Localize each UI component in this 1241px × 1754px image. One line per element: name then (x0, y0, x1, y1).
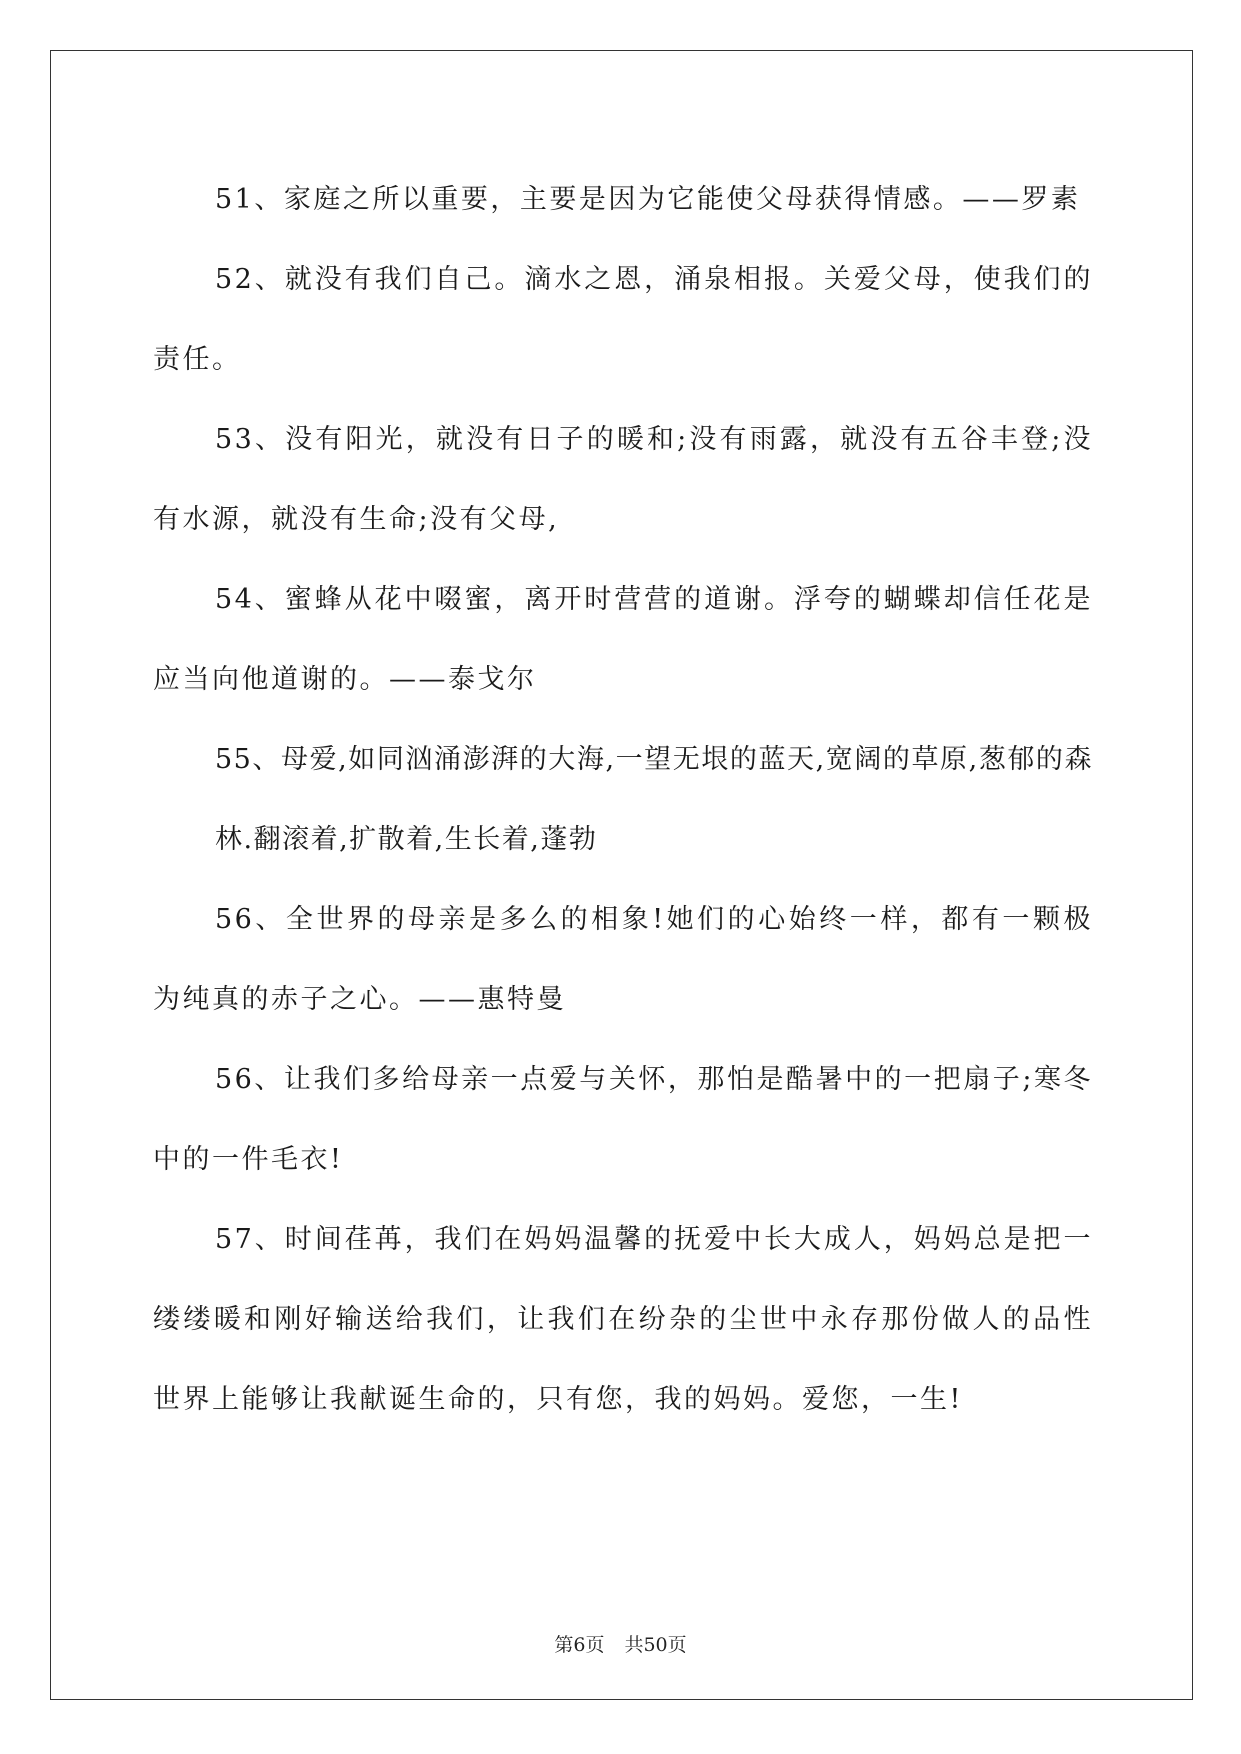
page-number: 第6页 (554, 1634, 605, 1656)
paragraph-56-b: 56、让我们多给母亲一点爱与关怀，那怕是酷暑中的一把扇子;寒冬中的一件毛衣! (153, 1064, 1093, 1175)
paragraph-51: 51、家庭之所以重要，主要是因为它能使父母获得情感。——罗素 (215, 184, 1081, 215)
page-footer (0, 1630, 1241, 1657)
paragraph-56-a: 56、全世界的母亲是多么的相象!她们的心始终一样，都有一颗极为纯真的赤子之心。——惠特曼 (153, 904, 1093, 1015)
paragraph-55: 55、母爱,如同汹涌澎湃的大海,一望无垠的蓝天,宽阔的草原,葱郁的森林.翻滚着,扩散着,生长着,蓬勃 (215, 744, 1093, 855)
paragraph-52: 52、就没有我们自己。滴水之恩，涌泉相报。关爱父母，使我们的责任。 (153, 264, 1093, 375)
paragraph-57: 57、时间荏苒，我们在妈妈温馨的抚爱中长大成人，妈妈总是把一缕缕暖和刚好输送给我们，让我们在纷杂的尘世中永存那份做人的品性 世界上能够让我献诞生命的，只有您，我的妈妈。爱您，一生! (153, 1224, 1093, 1415)
paragraph-54: 54、蜜蜂从花中啜蜜，离开时营营的道谢。浮夸的蝴蝶却信任花是应当向他道谢的。——泰戈尔 (153, 584, 1093, 695)
document-body (153, 160, 1093, 1440)
page-total: 共50页 (624, 1634, 687, 1656)
paragraph-53: 53、没有阳光，就没有日子的暖和;没有雨露，就没有五谷丰登;没有水源，就没有生命;没有父母, (153, 424, 1093, 535)
